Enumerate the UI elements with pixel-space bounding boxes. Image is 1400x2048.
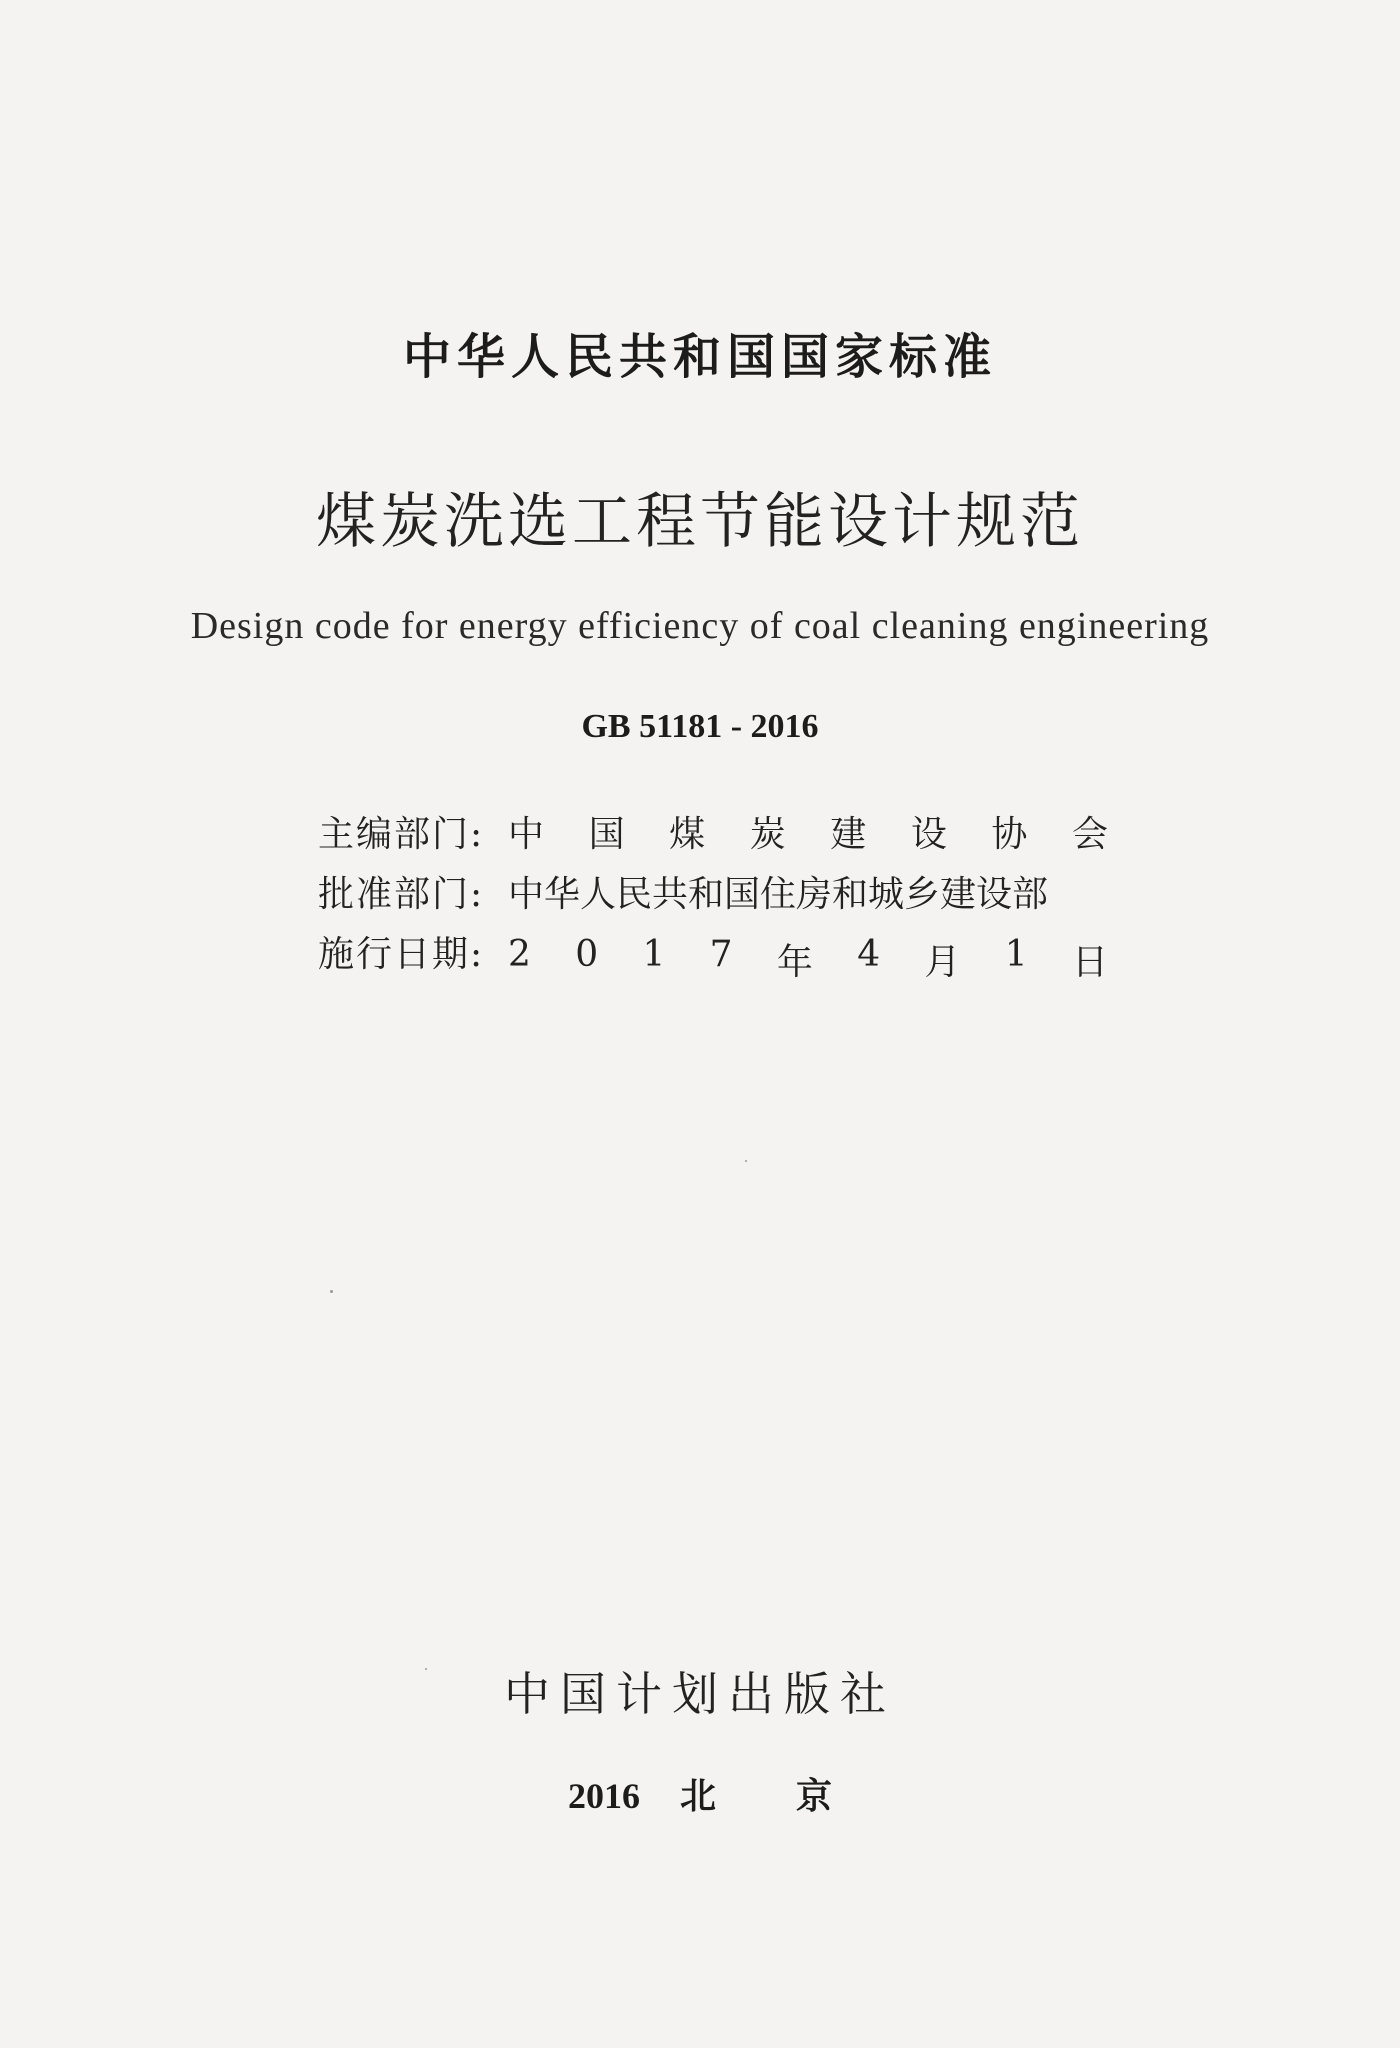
imprint-city-2: 京 (796, 1776, 833, 1816)
publisher-name: 中国计划出版社 (504, 1667, 896, 1721)
editor-char: 国 (588, 814, 625, 855)
publication-metadata (318, 806, 1108, 986)
date-char: 4 (857, 934, 881, 975)
editor-char: 协 (991, 814, 1028, 855)
imprint-year: 2016 (567, 1776, 640, 1816)
document-title: 煤炭洗选工程节能设计规范 (316, 487, 1084, 557)
national-standard-heading: 中华人民共和国国家标准 (402, 329, 997, 385)
document-title-english: Design code for energy efficiency of coal cleaning engineering (190, 605, 1210, 647)
date-char: 2 (508, 934, 531, 975)
date-char: 0 (575, 934, 599, 975)
date-char: 1 (642, 934, 666, 975)
approver-label: 批准部门: (318, 874, 485, 915)
imprint-city-1: 北 (679, 1776, 716, 1816)
editor-char: 会 (1071, 814, 1108, 855)
editor-char: 建 (830, 814, 867, 855)
approver-value: 中华人民共和国住房和城乡建设部 (508, 874, 1049, 915)
effective-date-value (508, 934, 1108, 985)
imprint-line (0, 1768, 1400, 1819)
scan-speck (745, 1160, 747, 1162)
date-char: 日 (1071, 942, 1108, 983)
editor-label: 主编部门: (318, 814, 485, 855)
date-char: 7 (709, 934, 733, 975)
editor-char: 煤 (669, 814, 706, 855)
editor-char: 中 (508, 814, 545, 855)
scan-speck (425, 1668, 427, 1670)
date-char: 月 (924, 942, 961, 983)
approver-row (318, 866, 1108, 926)
date-char: 年 (776, 942, 813, 983)
editor-value (508, 806, 1108, 857)
date-char: 1 (1004, 934, 1028, 975)
effective-date-label: 施行日期: (318, 934, 485, 975)
editor-char: 设 (910, 814, 947, 855)
editor-row (318, 806, 1108, 866)
standard-code: GB 51181 - 2016 (581, 708, 819, 745)
scan-speck (330, 1290, 333, 1293)
editor-char: 炭 (749, 814, 786, 855)
effective-date-row (318, 926, 1108, 986)
